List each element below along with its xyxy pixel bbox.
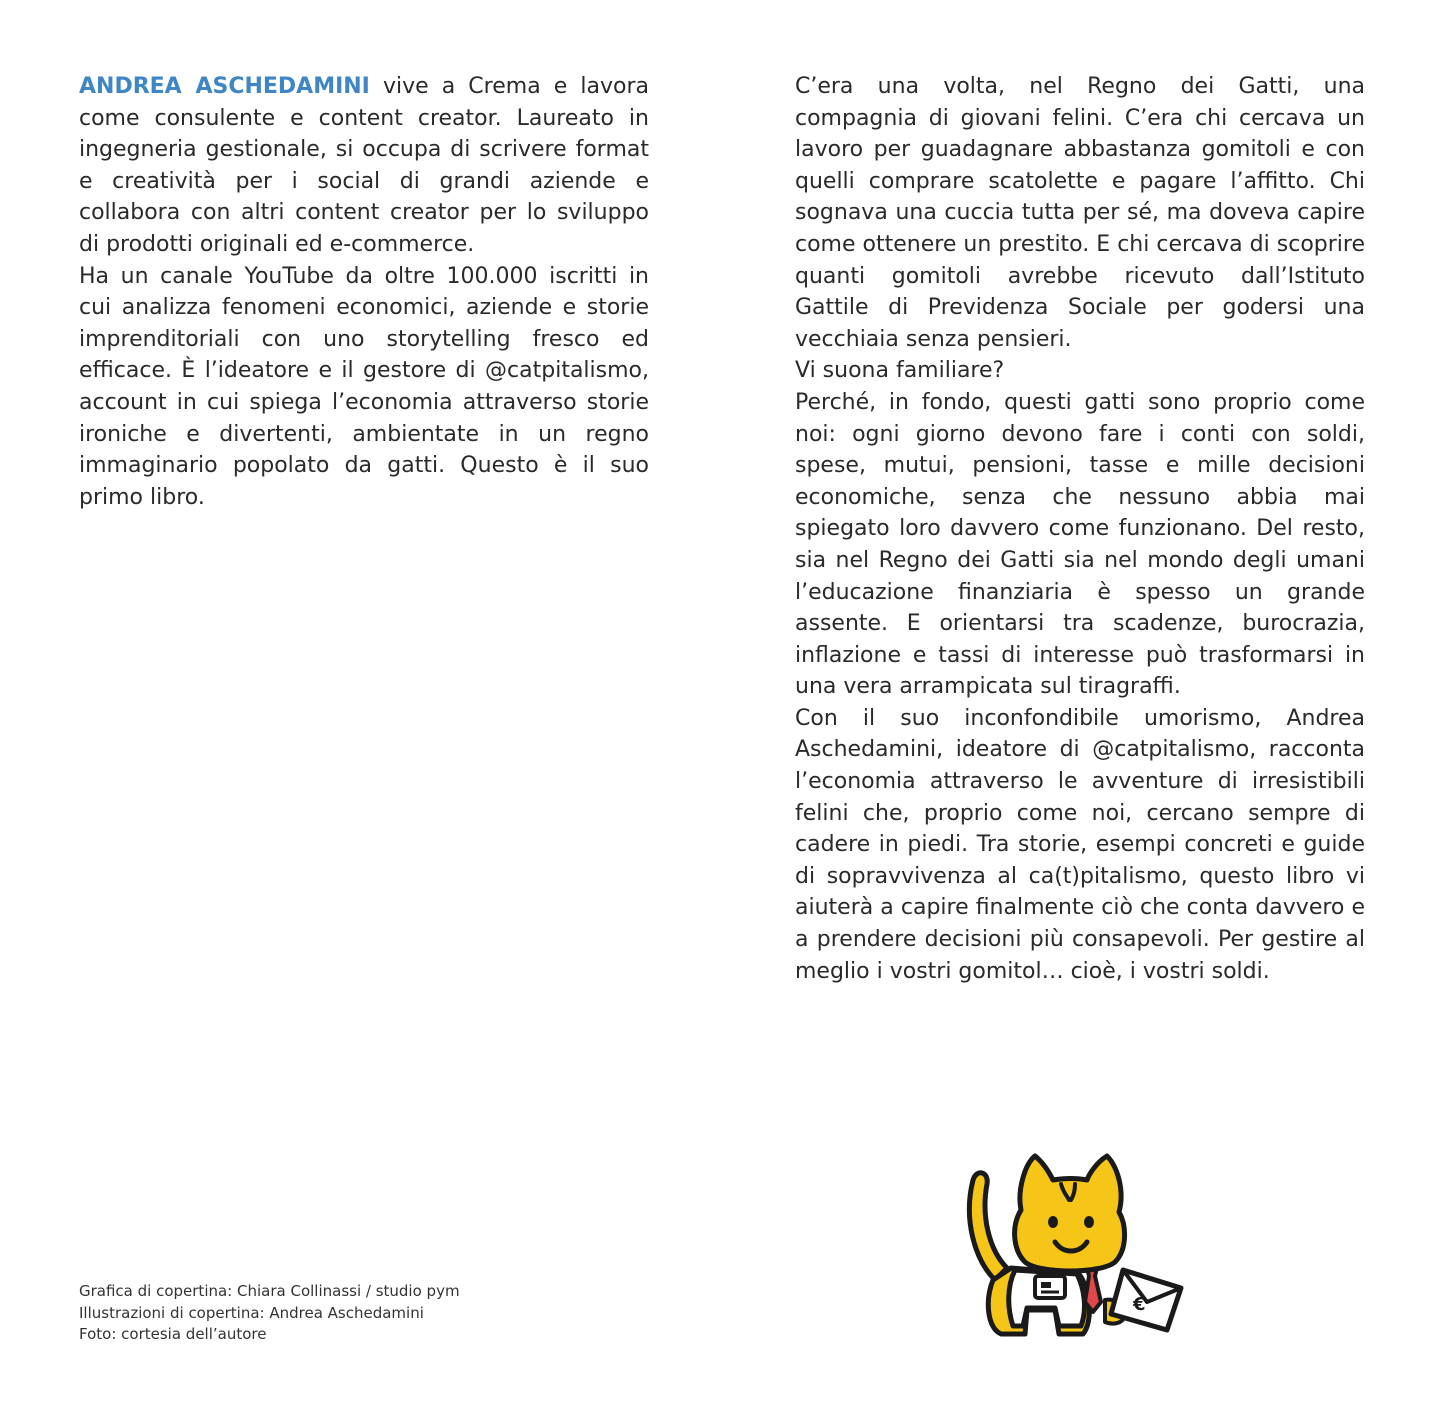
blurb-paragraph-2: Vi suona familiare? <box>795 358 1005 384</box>
cat-mascot-icon <box>955 1150 1205 1340</box>
credit-photo: Foto: cortesia dell’autore <box>79 1325 267 1343</box>
author-name: ANDREA ASCHEDAMINI <box>79 74 370 99</box>
euro-symbol: € <box>1133 1294 1146 1315</box>
credit-cover-design: Grafica di copertina: Chiara Collinassi / studio pym <box>79 1282 460 1300</box>
credits <box>79 1281 460 1346</box>
author-bio-paragraph-2: Ha un canale YouTube da oltre 100.000 iscritti in cui analizza fenomeni economici, aziende e storie imprenditoriali con uno storytelling fresco ed efficace. È l’ideatore e il gestore di @catpitalismo, account in cui spiega l’economia attraverso storie ironiche e divertenti, ambientate in un regno immaginario popolato da gatti. Questo è il suo primo libro. <box>79 263 649 510</box>
author-bio <box>79 71 649 513</box>
credit-cover-illustrations: Illustrazioni di copertina: Andrea Aschedamini <box>79 1303 424 1322</box>
blurb-paragraph-1: C’era una volta, nel Regno dei Gatti, una compagnia di giovani felini. C’era chi cercava un lavoro per guadagnare abbastanza gomitoli e con quelli comprare scatolette e pagare l’affitto. Chi sognava una cuccia tutta per sé, ma doveva capire come ottenere un prestito. E chi cercava di scoprire quanti gomitoli avrebbe ricevuto dall’Istituto Gattile di Previdenza Sociale per godersi una vecchiaia senza pensieri. <box>795 74 1365 352</box>
author-bio-paragraph-1 <box>79 71 649 261</box>
author-bio-intro: vive a Crema e lavora come consulente e content creator. Laureato in ingegneria gestionale, si occupa di scrivere format e creatività per i social di grandi aziende e collabora con altri content creator per lo sviluppo di prodotti originali ed e-commerce. <box>79 74 649 257</box>
blurb-paragraph-4: Con il suo inconfondibile umorismo, Andrea Aschedamini, ideatore di @catpitalismo, racconta l’economia attraverso le avventure di irresistibili felini che, proprio come noi, cercano sempre di cadere in piedi. Tra storie, esempi concreti e guide di sopravvivenza al ca(t)pitalismo, questo libro vi aiuterà a capire finalmente ciò che conta davvero e a prendere decisioni più consapevoli. Per gestire al meglio i vostri gomitol… cioè, i vostri soldi. <box>795 705 1365 984</box>
blurb-paragraph-3: Perché, in fondo, questi gatti sono proprio come noi: ogni giorno devono fare i conti con soldi, spese, mutui, pensioni, tasse e mille decisioni economiche, senza che nessuno abbia mai spiegato loro davvero come funzionano. Del resto, sia nel Regno dei Gatti sia nel mondo degli umani l’educazione finanziaria è spesso un grande assente. E orientarsi tra scadenze, burocrazia, inflazione e tassi di interesse può trasformarsi in una vera arrampicata sul tiragraffi. <box>795 389 1365 700</box>
book-blurb <box>795 71 1365 987</box>
